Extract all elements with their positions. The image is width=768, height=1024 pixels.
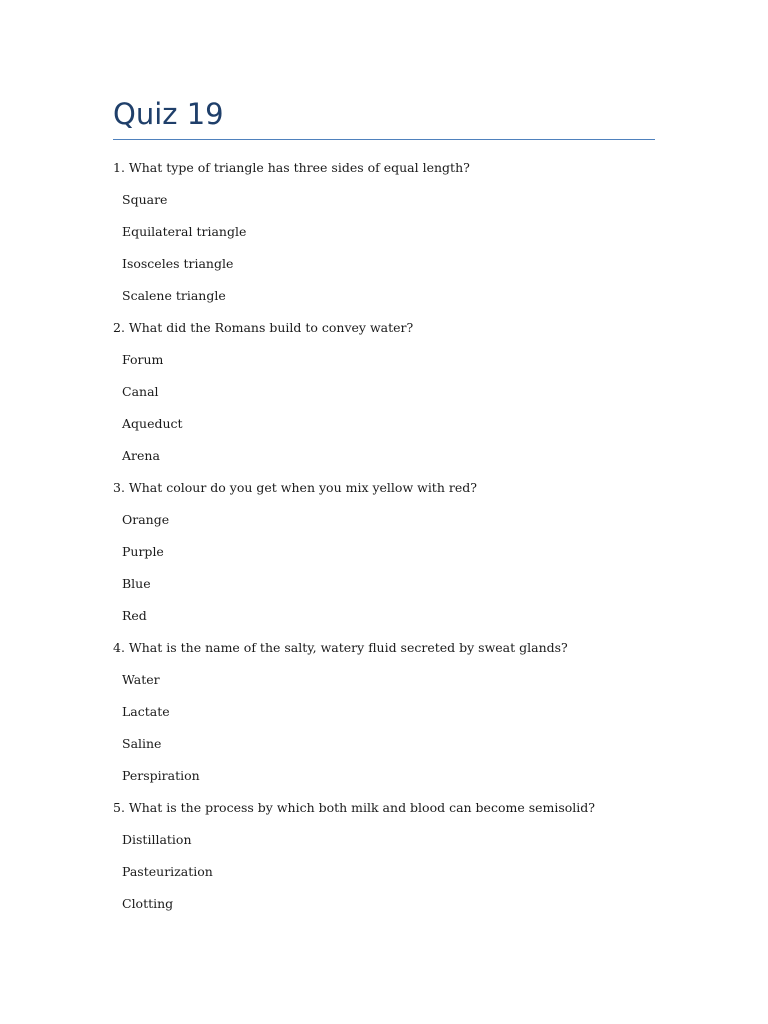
question-4-option-4: Perspiration: [122, 768, 200, 783]
question-3-option-3: Blue: [122, 576, 151, 591]
page-title: Quiz 19: [113, 97, 224, 131]
question-2-option-2: Canal: [122, 384, 159, 399]
question-1-option-2: Equilateral triangle: [122, 224, 247, 239]
question-2-option-4: Arena: [122, 448, 160, 463]
question-1-option-1: Square: [122, 192, 168, 207]
question-5-option-1: Distillation: [122, 832, 192, 847]
question-5-option-3: Clotting: [122, 896, 174, 911]
question-3-option-4: Red: [122, 608, 147, 623]
question-1-option-4: Scalene triangle: [122, 288, 226, 303]
title-underline: [113, 139, 655, 140]
question-3: 3. What colour do you get when you mix yellow with red?: [113, 480, 477, 495]
question-4-option-2: Lactate: [122, 704, 170, 719]
question-4-option-1: Water: [122, 672, 160, 687]
question-2-option-1: Forum: [122, 352, 164, 367]
question-4: 4. What is the name of the salty, watery fluid secreted by sweat glands?: [113, 640, 568, 655]
quiz-content: [113, 152, 673, 920]
question-5-option-2: Pasteurization: [122, 864, 213, 879]
question-3-option-2: Purple: [122, 544, 164, 559]
question-1-option-3: Isosceles triangle: [122, 256, 234, 271]
question-3-option-1: Orange: [122, 512, 170, 527]
question-4-option-3: Saline: [122, 736, 162, 751]
question-1: 1. What type of triangle has three sides of equal length?: [113, 160, 470, 175]
question-5: 5. What is the process by which both milk and blood can become semisolid?: [113, 800, 595, 815]
question-2: 2. What did the Romans build to convey water?: [113, 320, 414, 335]
question-2-option-3: Aqueduct: [122, 416, 183, 431]
